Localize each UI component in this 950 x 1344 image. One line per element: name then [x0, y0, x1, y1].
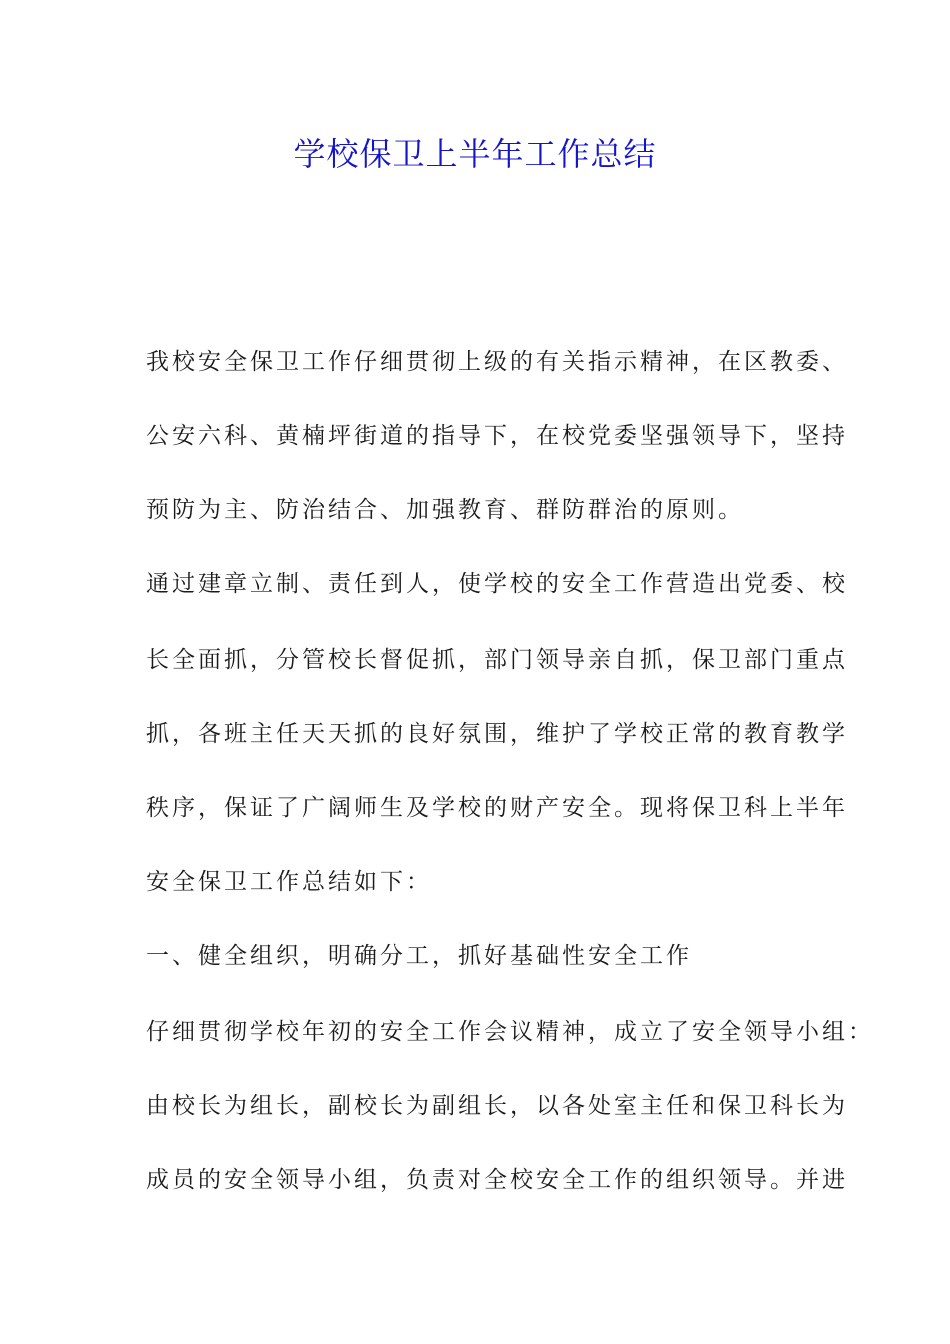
body-line: 秩序，保证了广阔师生及学校的财产安全。现将保卫科上半年 [146, 795, 848, 821]
body-line: 通过建章立制、责任到人，使学校的安全工作营造出党委、校 [146, 571, 848, 597]
body-line: 成员的安全领导小组，负责对全校安全工作的组织领导。并进 [146, 1167, 848, 1193]
body-line: 抓，各班主任天天抓的良好氛围，维护了学校正常的教育教学 [146, 721, 848, 747]
body-line: 长全面抓，分管校长督促抓，部门领导亲自抓，保卫部门重点 [146, 647, 848, 673]
body-line: 公安六科、黄楠坪街道的指导下，在校党委坚强领导下，坚持 [146, 423, 848, 449]
body-line: 我校安全保卫工作仔细贯彻上级的有关指示精神，在区教委、 [146, 349, 848, 375]
body-line: 安全保卫工作总结如下： [146, 869, 432, 895]
body-line: 由校长为组长，副校长为副组长，以各处室主任和保卫科长为 [146, 1093, 848, 1119]
body-line: 预防为主、防治结合、加强教育、群防群治的原则。 [146, 497, 744, 523]
document-title: 学校保卫上半年工作总结 [293, 135, 657, 173]
body-line: 仔细贯彻学校年初的安全工作会议精神，成立了安全领导小组： [146, 1019, 874, 1045]
section-heading: 一、健全组织，明确分工，抓好基础性安全工作 [146, 943, 692, 969]
